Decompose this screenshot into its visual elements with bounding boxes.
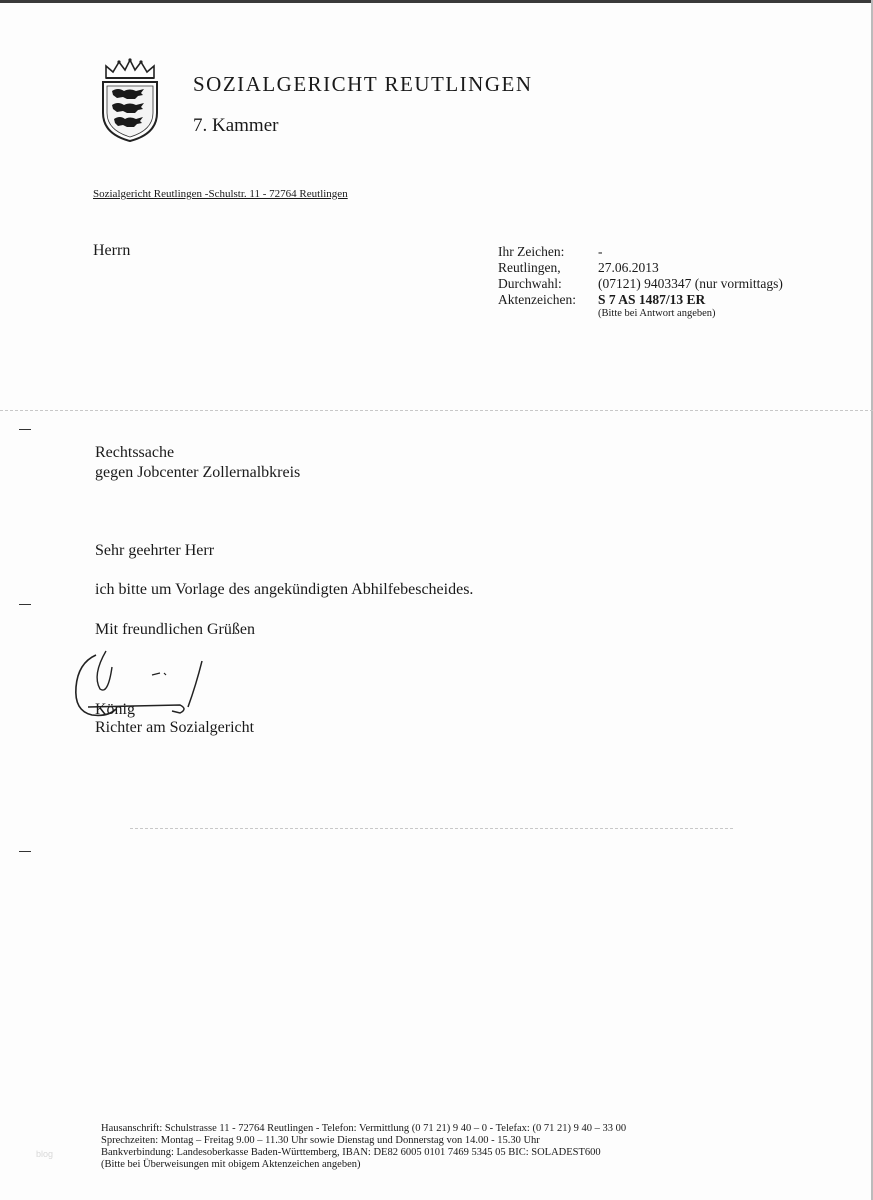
signer-name: König: [95, 701, 135, 718]
footer-office-hours: Sprechzeiten: Montag – Freitag 9.00 – 11.30 Uhr sowie Dienstag und Donnerstag von 14.00 - 15.30 Uhr: [101, 1135, 540, 1146]
reference-label: Durchwahl:: [498, 276, 562, 291]
scan-top-edge: [0, 0, 873, 3]
footer-bank-details: Bankverbindung: Landesoberkasse Baden-Württemberg, IBAN: DE82 6005 0101 7469 5345 05 BIC: SOLADEST600: [101, 1147, 601, 1158]
handwritten-signature: [68, 645, 218, 725]
reference-row-your-sign: [498, 244, 783, 260]
signer-title: Richter am Sozialgericht: [95, 719, 255, 736]
footer-payment-note: (Bitte bei Überweisungen mit obigem Aktenzeichen angeben): [101, 1159, 361, 1170]
subject-opponent: gegen Jobcenter Zollernalbkreis: [95, 464, 301, 481]
subject-line: Rechtssache: [95, 444, 175, 461]
reference-label: Reutlingen,: [498, 260, 561, 275]
body-paragraph: ich bitte um Vorlage des angekündigten Abhilfebescheides.: [95, 581, 474, 598]
chamber-label: 7. Kammer: [193, 115, 279, 136]
reference-label: Ihr Zeichen:: [498, 244, 565, 259]
reference-row-phone: [498, 276, 783, 292]
court-name: SOZIALGERICHT REUTLINGEN: [193, 72, 533, 96]
greeting: Sehr geehrter Herr: [95, 542, 215, 559]
punch-mark: [19, 604, 31, 605]
reference-value: 27.06.2013: [598, 260, 659, 275]
reference-row-file-number: [498, 292, 783, 308]
reference-block: [498, 244, 783, 320]
sender-address-line: Sozialgericht Reutlingen -Schulstr. 11 - 72764 Reutlingen: [93, 188, 348, 200]
closing: Mit freundlichen Grüßen: [95, 621, 255, 638]
recipient-salutation: Herrn: [93, 242, 131, 259]
reference-value: (07121) 9403347 (nur vormittags): [598, 276, 783, 291]
fold-line: [0, 410, 873, 411]
reference-label: Aktenzeichen:: [498, 292, 576, 307]
reference-row-date: [498, 260, 783, 276]
fold-mark: [19, 429, 31, 430]
file-number-value: S 7 AS 1487/13 ER: [598, 292, 706, 307]
coat-of-arms-icon: [100, 58, 160, 143]
fold-line: [130, 828, 733, 829]
watermark: blog: [36, 1149, 54, 1159]
reference-note: (Bitte bei Antwort angeben): [598, 308, 716, 319]
footer: [101, 1123, 626, 1171]
reference-value: -: [598, 244, 603, 259]
footer-address: Hausanschrift: Schulstrasse 11 - 72764 Reutlingen - Telefon: Vermittlung (0 71 21) 9 40 – 0 - Telefax: (0 71 21) 9 40 – 33 00: [101, 1123, 627, 1134]
fold-mark: [19, 851, 31, 852]
